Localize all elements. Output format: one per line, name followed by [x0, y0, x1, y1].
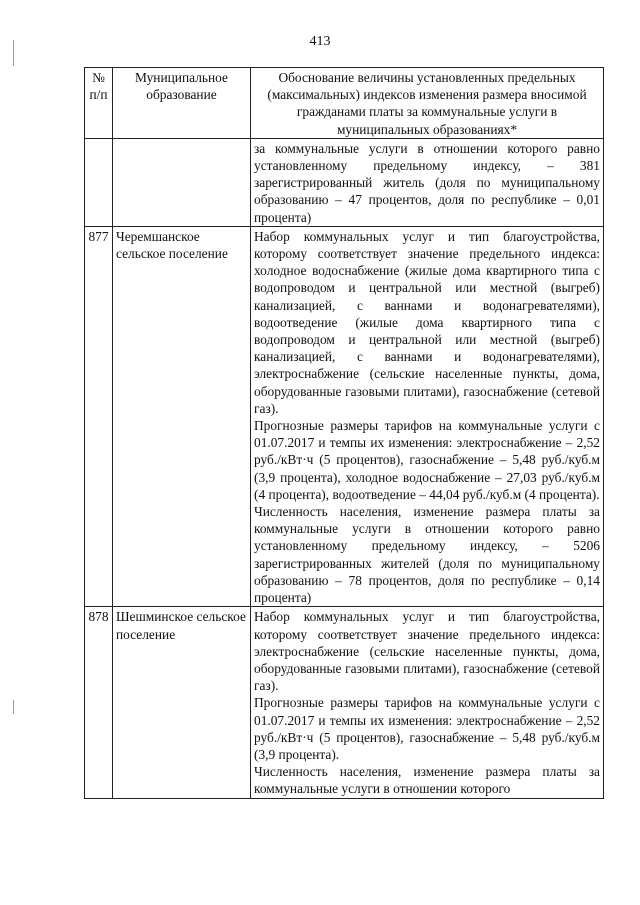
row-number: [85, 138, 113, 226]
row-municipality: [113, 138, 251, 226]
tariff-table: [84, 67, 604, 799]
justification-paragraph: Набор коммунальных услуг и тип благоустройства, которому соответствует значение предельного индекса: электроснабжение (сельские населенные пункты, дома, оборудованные газовыми плитами), газоснабжение (сетевой газ).: [254, 609, 600, 694]
header-justification: Обоснование величины установленных предельных (максимальных) индексов изменения размера вносимой гражданами платы за коммунальные услуги в муниципальных образованиях*: [251, 68, 604, 139]
table-row: [85, 226, 604, 606]
table-row: [85, 138, 604, 226]
justification-paragraph: Прогнозные размеры тарифов на коммунальные услуги с 01.07.2017 и темпы их изменения: электроснабжение – 2,52 руб./кВт·ч (5 процентов), газоснабжение – 5,48 руб./куб.м (3,9 процента), холодное водоснабжение – 27,03 руб./куб.м (4 процента), водоотведение – 44,04 руб./куб.м (4 процента).: [254, 418, 600, 502]
header-municipality: Муниципальное образование: [113, 68, 251, 139]
row-number: 877: [85, 226, 113, 606]
justification-paragraph: Прогнозные размеры тарифов на коммунальные услуги с 01.07.2017 и темпы их изменения: электроснабжение – 2,52 руб./кВт·ч (5 процентов), газоснабжение – 5,48 руб./куб.м (3,9 процента).: [254, 695, 600, 762]
justification-paragraph: Численность населения, изменение размера платы за коммунальные услуги в отношении которого: [254, 764, 600, 797]
row-justification: [251, 226, 604, 606]
header-row: [85, 68, 604, 139]
table-row: [85, 607, 604, 798]
justification-paragraph: Набор коммунальных услуг и тип благоустройства, которому соответствует значение предельного индекса: холодное водоснабжение (жилые дома квартирного типа с водопроводом и центральной или местной (выгреб) канализацией, с ваннами и водонагревателями), водоотведение (жилые дома квартирного типа с водопроводом и центральной или местной (выгреб) канализацией, с ваннами и водонагревателями), электроснабжение (сельские населенные пункты, дома, оборудованные газовыми плитами), газоснабжение (сетевой газ).: [254, 228, 600, 416]
row-justification: [251, 138, 604, 226]
row-municipality: Шешминское сельское поселение: [113, 607, 251, 798]
row-justification: [251, 607, 604, 798]
justification-paragraph: Численность населения, изменение размера платы за коммунальные услуги в отношении которого равно установленному предельному индексу, – 5206 зарегистрированных жителей (доля по муниципальному образованию – 78 процентов, доля по республике – 0,14 процента): [254, 504, 600, 606]
row-number: 878: [85, 607, 113, 798]
justification-paragraph: за коммунальные услуги в отношении которого равно установленному предельному индексу, – 381 зарегистрированный житель (доля по муниципальному образованию – 47 процентов, доля по республике – 0,01 процента): [254, 140, 600, 225]
row-municipality: Черемшанское сельское поселение: [113, 226, 251, 606]
header-num: № п/п: [85, 68, 113, 139]
page-number: 413: [309, 34, 331, 49]
margin-mark-bottom: [13, 700, 14, 714]
